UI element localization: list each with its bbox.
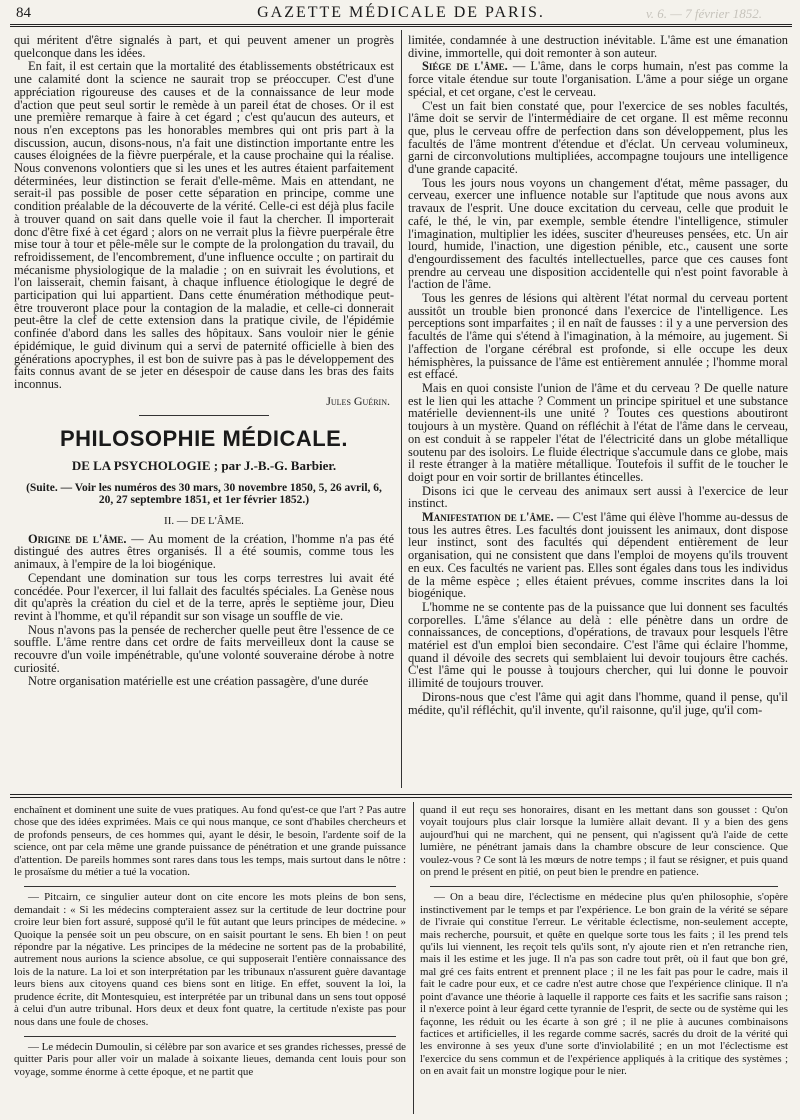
paragraph: Mais en quoi consiste l'union de l'âme et du cerveau ? De quelle nature est le lien qui les attache ? Comment un principe spirituel et une substance matérielle deviennent-ils une unité ? Toutes ces questions aboutiront toujours à un mystère. Quand on réfléchit à l'état de l'âme dans le cerveau, on est conduit à se rappeler l'état de l'électricité dans un globe métallique soutenu par des isoloirs. Le fluide électrique s'accumule dans ce globe, mais il reste étranger à la matière métallique. Toutefois il suffit de le toucher le doigt pour en voir sortir de brillantes étincelles. bbox=[408, 380, 788, 484]
column-divider-bottom bbox=[413, 802, 414, 1114]
paragraph: — On a beau dire, l'éclectisme en médecine plus qu'en philosophie, s'opère instinctivement par le temps et par l'expérience. Le bon grain de la vérité se sépare de l'ivraie qui constitue l'erreur. Le véritable éclectisme, non-seulement accepte, mais recherche, poursuit, et quête en quelque sorte tous les faits ; il les prend tels qu'ils lui viennent, les reçoit tels qu'ils sont, n'y ajoute rien et n'en retranche rien, mais il les estime et les juge. Il n'a pas son cadre tout prêt, où il faut que bon gré, mal gré ces faits entrent et prennent place ; il ne les fait pas pour le cadre, mais il fait le cadre pour eux, et ce cadre n'est autre chose que l'expérience clinique. Il n'a point d'avance une théorie à laquelle il rapporte ces faits et les sacrifie sans raison ; il n'exerce point à leur égard cette tyrannie de l'esprit, de secte ou de système qui les façonne, les réduit ou les écarte à son gré ; il ne plie à aucunes combinaisons factices et artificielles, il les regarde comme sacrés, sacrés du droit de la vérité qui les environne à ses yeux d'une sorte d'inviolabilité ; en un mot l'éclectisme est l'exercice du sens commun et de l'expérience appliqués à la critique des systèmes ; on en avait fait un monstre logique pour le nier. bbox=[420, 891, 788, 1078]
signature: Jules Guérin. bbox=[326, 393, 390, 408]
paragraph: Notre organisation matérielle est une création passagère, d'une durée bbox=[28, 674, 369, 689]
paragraph: — Pitcairn, ce singulier auteur dont on cite encore les mots pleins de bon sens, demandait : « Si les médecins compteraient assez sur la certitude de leur doctrine pour croire leur bien fort assuré, supposé qu'il le fût autant que leurs principes de médecine. » Quoique la pensée soit un peu obscure, on en saisit pourtant le sens. Eh bien ! on peut répondre par la négative. Les principes de la médecine ne sortent pas de la probabilité, autrement nous aurions la science absolue, ce qui supposerait l'entière connaissance des lois de la nature. La loi et son interprétation par les tribunaux n'assurent guère davantage leurs biens aux citoyens quand ces biens sont en litige. En effet, souvent la loi, la prudence écrite, dit Montesquieu, est interprétée par un tribunal dans un sens tout opposé à celui d'un autre tribunal. Hors deux et deux font quatre, la certitude n'existe pas pour nous dans une foule de choses. bbox=[14, 891, 406, 1028]
paragraph: enchaînent et dominent une suite de vues pratiques. Au fond qu'est-ce que l'art ? Pas autre chose que des idées exprimées. Mais ce qui nous manque, ce sont d'habiles chercheurs et de profonds penseurs, de ces hommes qui, ayant le désir, le besoin, l'ardente soif de la science, ont par cela même une grande puissance de pénétration et une grande puissance d'attention. De pareils hommes sont rares dans tous les temps, mais surtout dans le nôtre : le prosaïsme du métier a tué la vocation. bbox=[14, 804, 406, 879]
paragraph: C'est un fait bien constaté que, pour l'exercice de ses nobles facultés, l'âme doit se servir de l'intermédiaire de cet organe. Il est même reconnu que, plus le cerveau offre de perfection dans son développement, plus les facultés de l'âme montrent d'étendue et d'éclat. Un cerveau volumineux, garni de circonvolutions multipliées, accompagne toujours une intelligence d'une grande capacité. bbox=[408, 98, 788, 177]
article-subtitle: DE LA PSYCHOLOGIE ; par J.-B.-G. Barbier. bbox=[71, 457, 337, 473]
paragraph: Disons ici que le cerveau des animaux sert aussi à l'exercice de leur instinct. bbox=[408, 483, 788, 511]
paragraph: Tous les genres de lésions qui altèrent l'état normal du cerveau portent aussitôt un trouble bien prononcé dans l'exercice de l'intelligence. Les perceptions sont imparfaites ; il en naît de fausses : il y a une perversion des facultés de l'âme qui s'étend à l'imagination, à la mémoire, au jugement. Si l'affection de l'organe cérébral est profonde, si elle occupe les deux hémisphères, la puissance de l'âme est entièrement annulée ; l'homme moral est effacé. bbox=[408, 291, 788, 382]
paragraph: qui méritent d'être signalés à part, et qui peuvent amener un progrès quelconque dans les idées. bbox=[14, 34, 394, 60]
page-number: 84 bbox=[16, 5, 31, 21]
feuilleton-right bbox=[420, 804, 788, 1116]
feuilleton-left bbox=[14, 804, 406, 1116]
column-right bbox=[408, 34, 788, 786]
paragraph: Manifestation de l'âme. — C'est l'âme qui élève l'homme au-dessus de tous les autres êtres. Les facultés dont jouissent les animaux, dont dispose leur instinct, sont des facultés qui dépendent entièrement de leur organisation, qui ne consistent que dans l'emploi de moyens qu'ils trouvent en eux. Ces facultés ne varient pas. Elles sont égales dans tous les individus de la même espèce ; elles étaient prévues, comme inscrites dans la loi biogénique. bbox=[408, 510, 788, 601]
feuilleton-rule bbox=[10, 794, 792, 795]
paragraph-lead: Origine de l'âme. bbox=[28, 531, 127, 546]
item-rule bbox=[24, 1036, 396, 1037]
paragraph: Siége de l'âme. — L'âme, dans le corps humain, n'est pas comme la force vitale étendue sur toute l'organisation. L'âme a pour siége un organe spécial, et cet organe, c'est le cerveau. bbox=[408, 59, 788, 99]
paragraph: Nous n'avons pas la pensée de rechercher quelle peut être l'essence de ce souffle. L'âme rentre dans cet ordre de faits merveilleux dont la cause se recouvre d'un voile impénétrable, qu'une volonté souveraine dérobe à notre curiosité. bbox=[14, 622, 394, 675]
paragraph: En fait, il est certain que la mortalité des établissements obstétricaux est une calamité dont la science ne saurait trop se préoccuper. C'est d'une appréciation rigoureuse des causes et de la connaissance de leur mode d'action que peut seul sortir le remède à un pareil état de choses. Or il est une première remarque à faire à cet égard ; c'est qu'aucun des auteurs, et nous n'en exceptons pas les honorables membres qui ont pris part à la discussion, aucun, disons-nous, n'a fait une distinction importante entre les causes éloignées de la fièvre puerpérale, et la cause prochaine qui la réalise. Nous convenons volontiers que si les unes et les autres étaient parfaitement déterminées, leur distinction se ferait d'elle-même. Mais en attendant, ne serait-il pas possible de poser cette séparation en principe, comme une condition préalable de la découverte de la vérité. Celle-ci est déjà plus facile à trouver quand on sait dans quelle voie il faut la chercher. Il importerait donc d'être fixé à cet égard ; alors on ne verrait plus la fièvre puerpérale être mise tour à tour et pêle-mêle sur le compte de la prolongation du travail, du refroidissement, de l'encombrement, d'une influence occulte ; on partirait du mécanisme physiologique de la maladie ; on en suivrait les évolutions, et l'on laisserait, chemin faisant, à chaque influence étiologique le degré de participation qui lui appartient. Dans cette énumération méthodique peut-être trouveront place pour la contagion de la maladie, et celle-ci donnerait peut-être la clef de cette extension dans la pratique civile, de l'épidémie confinée d'abord dans les salles des hôpitaux. Sans vouloir nier le génie épidémique, le guid divinum qui a servi de paternité officielle à bien des générations apocryphes, il est bon de suivre pas à pas le développement des faits connus avant de se jeter en désespoir de cause dans les bras des faits inconnus. bbox=[14, 59, 394, 391]
paragraph: Cependant une domination sur tous les corps terrestres lui avait été concédée. Pour l'exercer, il lui fallait des facultés spéciales. La Genèse nous dit qu'après la création du ciel et de la terre, après le septième jour, Dieu revint à l'homme, et qu'il répandit sur son visage un souffle de vie. bbox=[14, 570, 394, 623]
section-heading: II. — DE L'ÂME. bbox=[164, 514, 244, 527]
bleed-through-text: v. 6. — 7 février 1852. bbox=[645, 6, 762, 21]
section-title: PHILOSOPHIE MÉDICALE. bbox=[60, 425, 348, 451]
page-header bbox=[10, 2, 792, 24]
paragraph: Tous les jours nous voyons un changement d'état, même passager, du cerveau, exercer une influence notable sur l'aptitude que nous avons aux travaux de l'esprit. Une douce excitation du cerveau, celle que produit le café, le thé, le vin, par exemple, semble étendre l'intelligence, stimuler l'imagination, multiplier les idées, susciter d'heureuses pensées, etc. Un air lourd, humide, l'inaction, une digestion pénible, etc., causent une sorte d'engourdissement des facultés intellectuelles, parce que ces causes font prendre au cerveau une disposition accidentelle qui n'est point favorable à l'action de l'âme. bbox=[408, 175, 788, 292]
journal-title: GAZETTE MÉDICALE DE PARIS. bbox=[257, 4, 545, 21]
paragraph-lead: Siége de l'âme. bbox=[422, 59, 508, 74]
header-rule bbox=[10, 24, 792, 25]
paragraph: L'homme ne se contente pas de la puissance que lui donnent ses facultés corporelles. L'âme s'élance au delà : elle pénètre dans un ordre de connaissances, de conceptions, d'opérations, de travaux pour lesquels l'être matériel est d'un emploi bien secondaire. C'est l'âme qui éclaire l'homme, quand il dévoile des secrets qui semblaient lui devoir toujours être cachés. C'est l'âme qui le pousse à toujours chercher, qui lui donne le pouvoir illimité de toujours trouver. bbox=[408, 599, 788, 691]
paragraph: Origine de l'âme. — Au moment de la création, l'homme n'a pas été distingué des autres êtres organisés. Il a été soumis, comme tous les animaux, à l'empire de la loi biogénique. bbox=[14, 531, 394, 572]
paragraph: — Le médecin Dumoulin, si célèbre par son avarice et ses grandes richesses, pressé de quitter Paris pour aller voir un malade à soixante lieues, demanda cent louis pour son voyage, somme énorme à cette époque, et ne partit que bbox=[14, 1040, 406, 1078]
paragraph: limitée, condamnée à une destruction inévitable. L'âme est une émanation divine, immortelle, qui doit remonter à son auteur. bbox=[408, 34, 788, 60]
section-rule bbox=[139, 415, 269, 416]
paragraph: quand il eut reçu ses honoraires, disant en les mettant dans son gousset : Qu'on voyait toujours plus clair lorsque la lumière allait devant. Il y a bien des gens aujourd'hui qui ne marchent, qui ne pensent, qui n'agissent qu'à l'aide de cette lumière, ne pénétrant jamais dans la chambre obscure de leur conscience. Que voulez-vous ? Ce sont là les mœurs de notre temps ; il faut se résigner, et puis quand on prend le présent en pitié, on peut bien le prendre en patience. bbox=[420, 804, 788, 879]
continuation-note: (Suite. — Voir les numéros des 30 mars, 30 novembre 1850, 5, 26 avril, 6, 20, 27 septembre 1851, et 1er février 1852.) bbox=[26, 481, 382, 507]
item-rule bbox=[430, 886, 778, 887]
column-divider-top bbox=[401, 30, 402, 788]
paragraph-lead: Manifestation de l'âme. bbox=[422, 510, 554, 525]
paragraph: Dirons-nous que c'est l'âme qui agit dans l'homme, quand il pense, qu'il médite, qu'il réfléchit, qu'il invente, qu'il raisonne, qu'il juge, qu'il com- bbox=[408, 689, 788, 717]
item-rule bbox=[24, 886, 396, 887]
feuilleton-rule-double bbox=[10, 797, 792, 798]
header-rule-double bbox=[10, 26, 792, 27]
column-left bbox=[14, 34, 394, 786]
